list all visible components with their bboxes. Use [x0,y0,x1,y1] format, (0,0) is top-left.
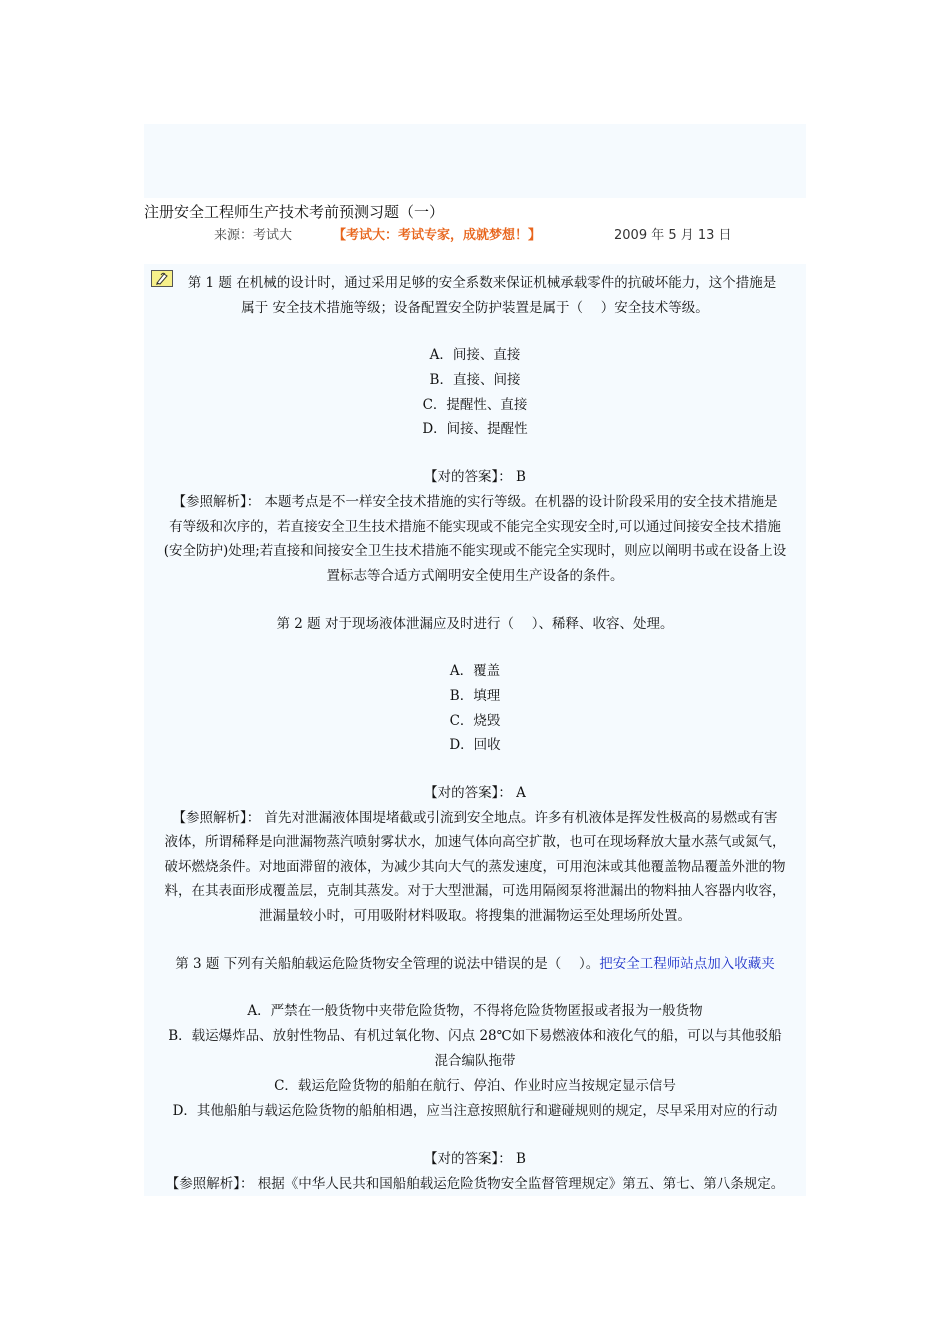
question-3-option: C．载运危险货物的船舶在航行、停泊、作业时应当按规定显示信号 [274,1078,676,1094]
question-2-option: A．覆盖 [449,663,501,679]
question-2-analysis: 料，在其表面形成覆盖层，克制其蒸发。对于大型泄漏，可选用隔阂泵将泄漏出的物料抽人容器内收容， [164,883,786,899]
question-2-analysis: 破坏燃烧条件。对地面滞留的液体，为减少其向大气的蒸发速度，可用泡沫或其他覆盖物品覆盖外泄的物 [164,859,786,875]
document-slogan: 【考试大：考试专家，成就梦想！】 [333,228,542,243]
question-content [144,264,806,1196]
question-2-analysis: 【参照解析】： 首先对泄漏液体围堤堵截或引流到安全地点。许多有机液体是挥发性极高的易燃或有害 [172,810,778,826]
question-1-option: B．直接、间接 [429,372,521,388]
question-1-analysis: 有等级和次序的，若直接安全卫生技术措施不能实现或不能完全实现安全时,可以通过间接安全技术措施 [169,519,781,535]
question-1-analysis: (安全防护)处理;若直接和间接安全卫生技术措施不能实现或不能完全实现时，则应以阐明书或在设备上设 [163,543,787,559]
question-2-analysis: 泄漏量较小时，可用吸附材料吸取。将搜集的泄漏物运至处理场所处置。 [259,908,691,924]
question-2-option: C．烧毁 [449,713,501,729]
question-1-analysis: 【参照解析】： 本题考点是不一样安全技术措施的实行等级。在机器的设计阶段采用的安全技术措施是 [172,494,778,510]
document-source: 来源：考试大 [214,228,293,243]
question-1-analysis: 置标志等合适方式阐明安全使用生产设备的条件。 [326,568,624,584]
question-3-stem: 第 3 题 下列有关船舶载运危险货物安全管理的说法中错误的是（ ）。 [175,956,600,972]
question-3-option: D．其他船舶与载运危险货物的船舶相遇，应当注意按照航行和避碰规则的规定，尽早采用对应的行动 [172,1103,778,1119]
question-1-answer: 【对的答案】： B [424,469,526,485]
question-2-option: D．回收 [449,737,501,753]
question-1-option: D．间接、提醒性 [422,421,528,437]
question-1-text-cont: 属于 安全技术措施等级；设备配置安全防护装置是属于（ ）安全技术等级。 [241,300,709,316]
question-3-text [144,953,806,975]
question-2-option: B．填理 [449,688,501,704]
top-banner [144,124,806,198]
question-3-analysis: 【参照解析】： 根据《中华人民共和国船舶载运危险货物安全监督管理规定》第五、第七、第八条规定。 [165,1176,785,1192]
question-3-option-cont: 混合编队拖带 [434,1053,516,1069]
question-2-analysis: 液体，所谓稀释是向泄漏物蒸汽喷射雾状水，加速气体向高空扩散，也可在现场释放大量水蒸气或氮气， [164,834,786,850]
question-2-text: 第 2 题 对于现场液体泄漏应及时进行（ ）、稀释、收容、处理。 [276,616,674,632]
question-1-option: A．间接、直接 [429,347,521,363]
document-date: 2009 年 5 月 13 日 [614,228,732,243]
question-1-option: C．提醒性、直接 [422,397,528,413]
question-3-option: A．严禁在一般货物中夹带危险货物，不得将危险货物匿报或者报为一般货物 [247,1003,703,1019]
question-1-text: 第 1 题 在机械的设计时，通过采用足够的安全系数来保证机械承载零件的抗破坏能力，这个措施是 [187,275,777,291]
question-3-answer: 【对的答案】： B [424,1151,526,1167]
document-title: 注册安全工程师生产技术考前预测习题（一） [144,203,445,221]
question-3-option: B．载运爆炸品、放射性物品、有机过氧化物、闪点 28℃如下易燃液体和液化气的船，可以与其他驳船 [168,1028,782,1044]
question-2-answer: 【对的答案】： A [424,785,526,801]
bookmark-site-link[interactable]: 把安全工程师站点加入收藏夹 [599,956,775,972]
